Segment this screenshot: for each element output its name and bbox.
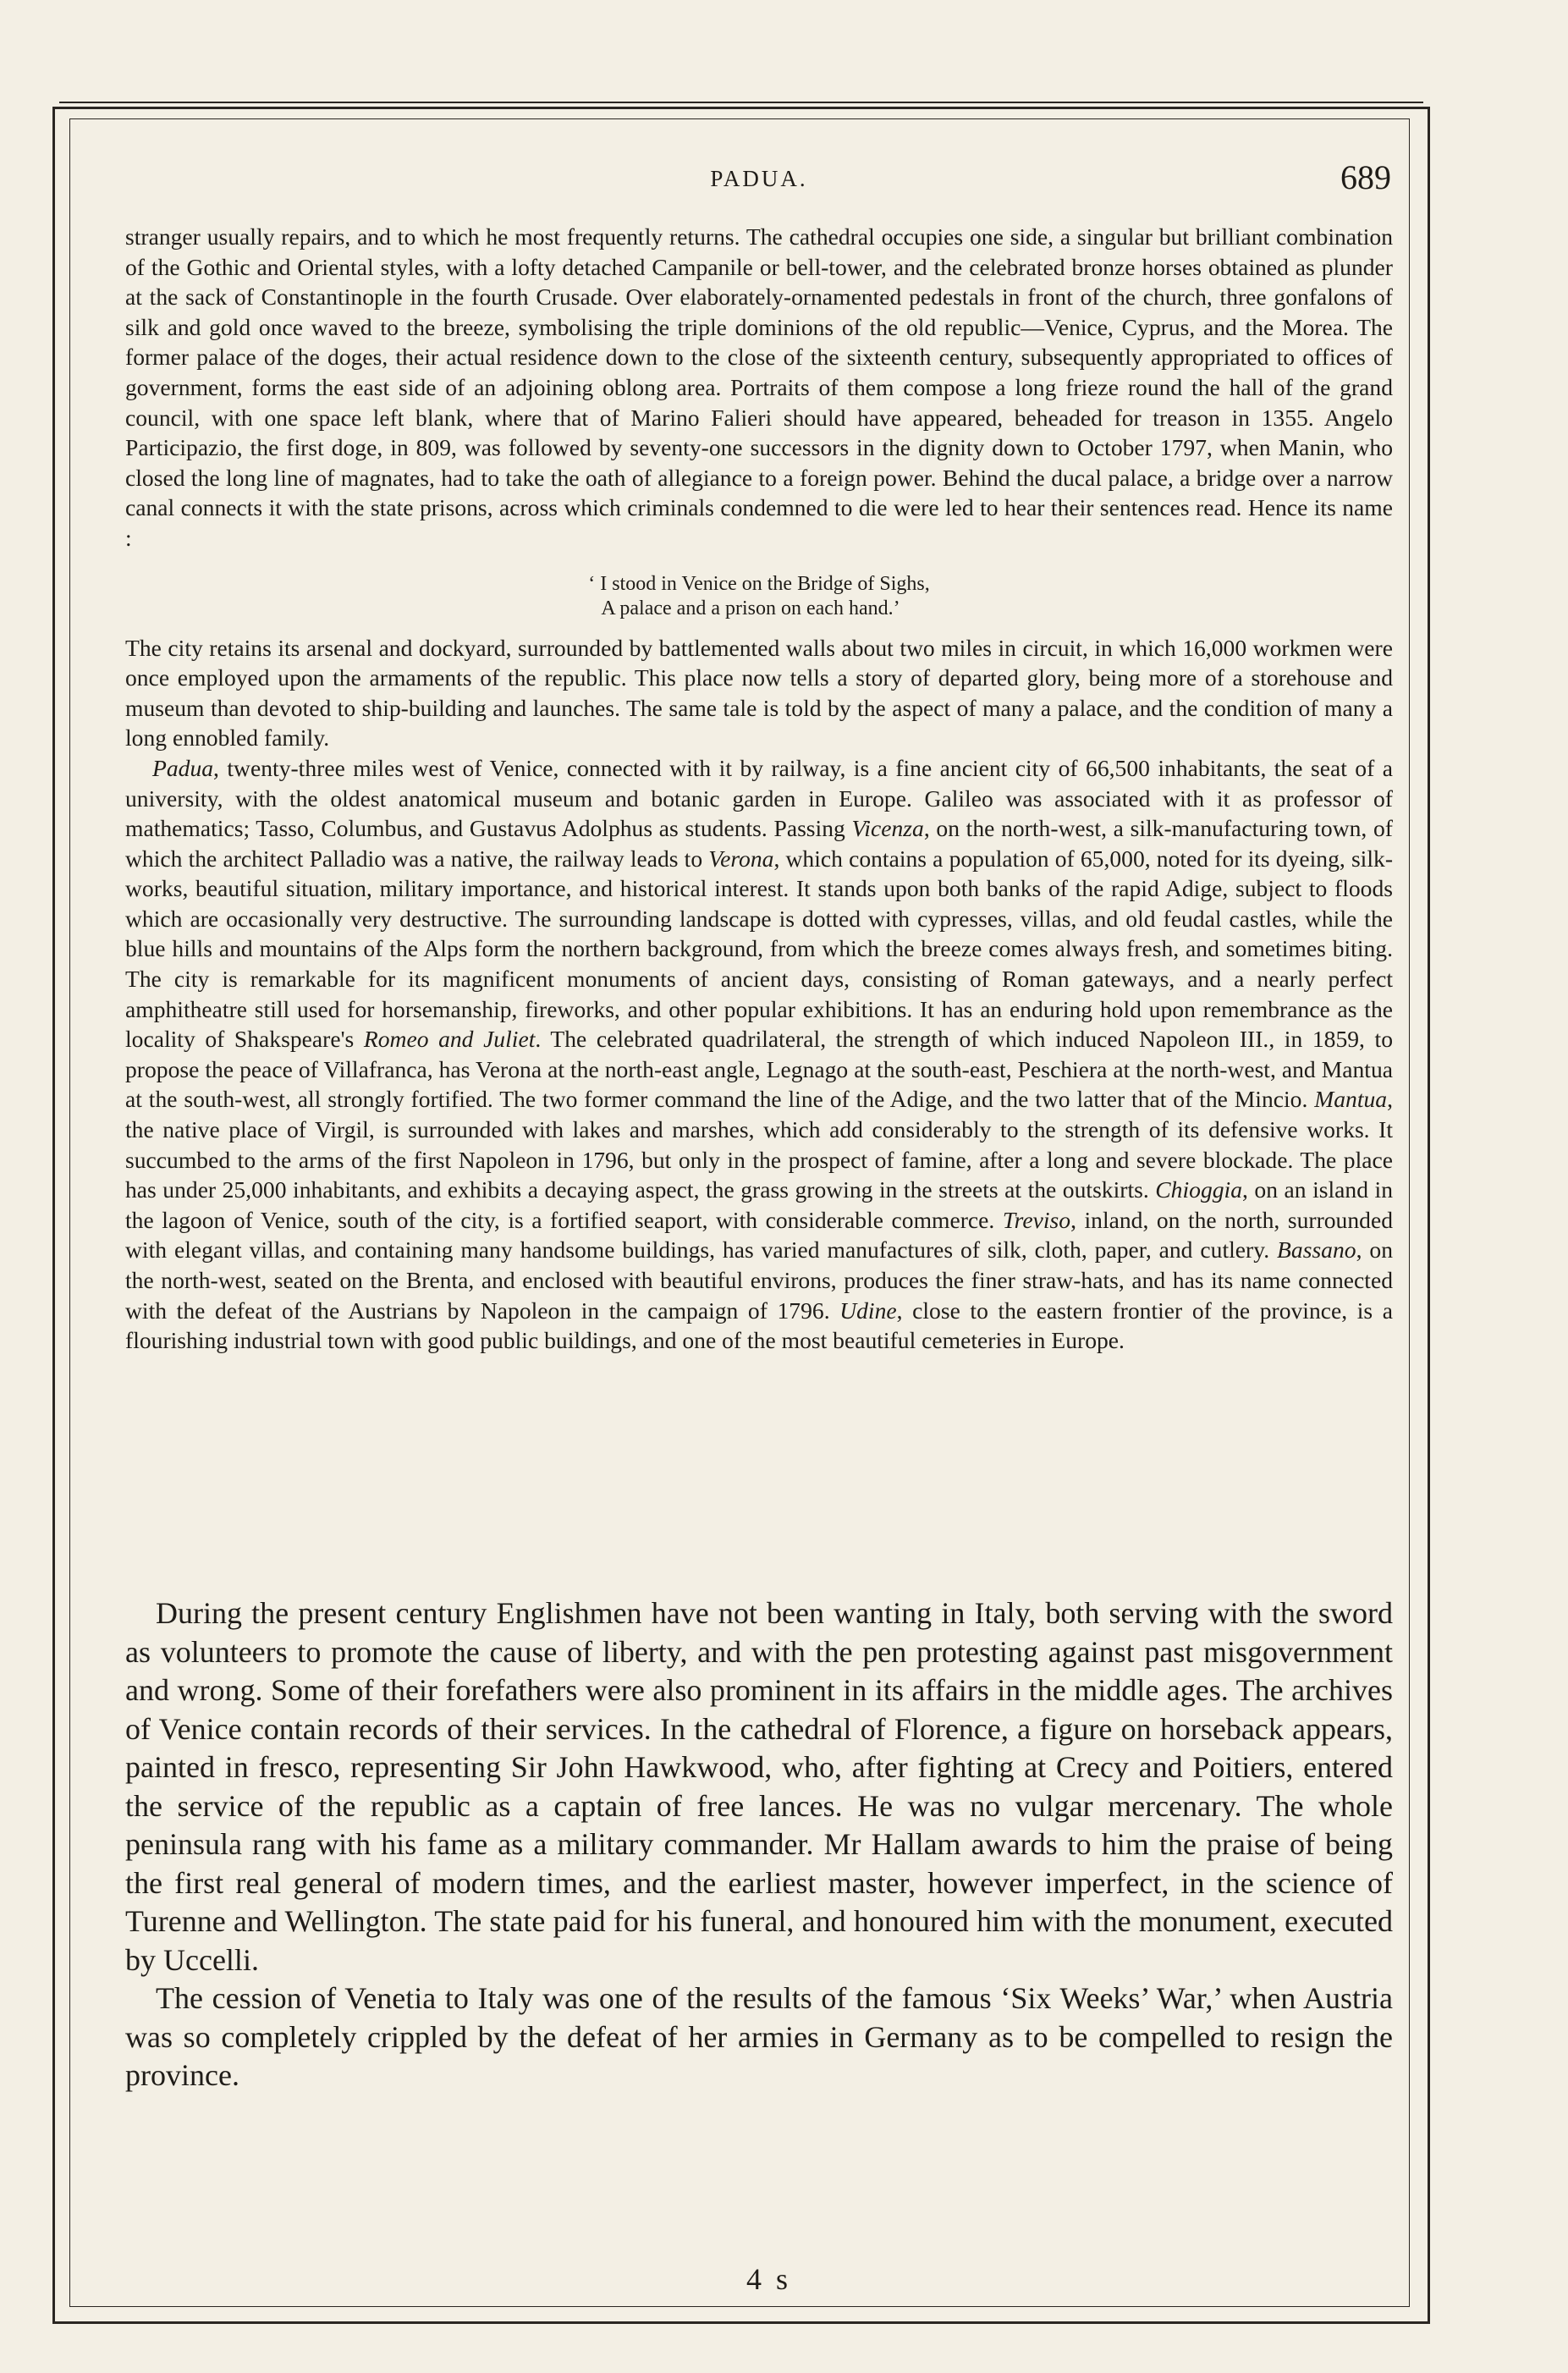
page-number: 689: [1340, 158, 1391, 196]
text-segment: , on the north-west, a silk-manufacturing town, of which the architect Palladio was a native, the railway leads to: [125, 815, 1393, 872]
text-segment: . The celebrated quadrilateral, the strength of which induced Napoleon III., in 1859, to propose the peace of Villafranca, has Verona at the north-east angle, Legnago at the south-east, Peschiera at the north-west, and Mantua at the south-west, all strongly fortified. The two former command the line of the Adige, and the two latter that of the Mincio.: [125, 1026, 1393, 1113]
signature-mark: 4 s: [746, 2262, 792, 2296]
top-rule: [59, 102, 1423, 103]
paragraph-padua: [125, 753, 1393, 1356]
paragraph-englishmen: During the present century Englishmen have not been wanting in Italy, both serving with the sword as volunteers to promote the cause of liberty, and with the pen protesting against past misgovernment and wrong. Some of their forefathers were also prominent in its affairs in the middle ages. The archives of Venice contain records of their services. In the cathedral of Florence, a figure on horseback appears, painted in fresco, representing Sir John Hawkwood, who, after fighting at Crecy and Poitiers, entered the service of the republic as a captain of free lances. He was no vulgar mercenary. The whole peninsula rang with his fame as a military commander. Mr Hallam awards to him the praise of being the first real general of modern times, and the earliest master, however imperfect, in the science of Turenne and Wellington. The state paid for his funeral, and honoured him with the monument, executed by Uccelli.: [125, 1596, 1393, 1977]
text-segment: , which contains a population of 65,000, noted for its dyeing, silk-works, beautiful situation, military importance, and historical interest. It stands upon both banks of the rapid Adige, subject to floods which are occasionally very destructive. The surrounding landscape is dotted with cypresses, villas, and old feudal castles, while the blue hills and mountains of the Alps form the northern background, from which the breeze comes always fresh, and sometimes biting. The city is remarkable for its magnificent monuments of ancient days, consisting of Roman gateways, and a nearly perfect amphitheatre still used for horsemanship, fireworks, and other popular exhibitions. It has an enduring hold upon remembrance as the locality of Shakspeare's: [125, 845, 1394, 1053]
quote-line-1: ‘ I stood in Venice on the Bridge of Sighs,: [588, 572, 930, 595]
place-padua: Padua: [152, 754, 214, 781]
quote-line-2: A palace and a prison on each hand.’: [601, 597, 900, 619]
place-treviso: Treviso: [1002, 1206, 1071, 1233]
text-segment: , inland, on the north, surrounded with elegant villas, and containing many handsome buildings, has varied manufactures of silk, cloth, paper, and cutlery.: [125, 1206, 1393, 1264]
large-print-block: [125, 1594, 1393, 2095]
text-segment: , the native place of Virgil, is surrounded with lakes and marshes, which add considerably to the strength of its defensive works. It succumbed to the arms of the first Napoleon in 1796, but only in the prospect of famine, after a long and severe blockade. The place has under 25,000 inhabitants, and exhibits a decaying aspect, the grass growing in the streets at the outskirts.: [125, 1086, 1393, 1203]
place-verona: Verona: [708, 845, 774, 872]
text-segment: , on the north-west, seated on the Brenta, and enclosed with beautiful environs, produces the finer straw-hats, and has its name connected with the defeat of the Austrians by Napoleon in the campaign of 1796.: [125, 1236, 1393, 1324]
bridge-of-sighs-quote: [125, 572, 1393, 621]
text-segment: , twenty-three miles west of Venice, connected with it by railway, is a fine ancient city of 66,500 inhabitants, the seat of a university, with the oldest anatomical museum and botanic garden in Europe. Galileo was associated with it as professor of mathematics; Tasso, Columbus, and Gustavus Adolphus as students. Passing: [125, 754, 1393, 842]
text-segment: , close to the eastern frontier of the province, is a flourishing industrial town with good public buildings, and one of the most beautiful cemeteries in Europe.: [125, 1297, 1393, 1354]
place-vicenza: Vicenza: [851, 815, 924, 842]
place-chioggia: Chioggia: [1155, 1176, 1243, 1203]
place-udine: Udine: [839, 1297, 897, 1324]
place-mantua: Mantua: [1314, 1086, 1388, 1113]
paragraph-venetia-cession: The cession of Venetia to Italy was one of the results of the famous ‘Six Weeks’ War,’ when Austria was so completely crippled by the defeat of her armies in Germany as to be compelled to resign the province.: [125, 1981, 1393, 2092]
place-bassano: Bassano: [1277, 1236, 1356, 1264]
small-print-block: [125, 222, 1393, 1356]
text-segment: , on an island in the lagoon of Venice, south of the city, is a fortified seaport, with considerable commerce.: [125, 1176, 1393, 1233]
paragraph-venice: stranger usually repairs, and to which he most frequently returns. The cathedral occupies one side, a singular but brilliant combination of the Gothic and Oriental styles, with a lofty detached Campanile or bell-tower, and the celebrated bronze horses obtained as plunder at the sack of Constantinople in the fourth Crusade. Over elaborately-ornamented pedestals in front of the church, three gonfalons of silk and gold once waved to the breeze, symbolising the triple dominions of the old republic—Venice, Cyprus, and the Morea. The former palace of the doges, their actual residence down to the close of the sixteenth century, subsequently appropriated to offices of government, forms the east side of an adjoining oblong area. Portraits of them compose a long frieze round the hall of the grand council, with one space left blank, where that of Marino Falieri should have appeared, beheaded for treason in 1355. Angelo Participazio, the first doge, in 809, was followed by seventy-one successors in the dignity down to October 1797, when Manin, who closed the long line of magnates, had to take the oath of allegiance to a foreign power. Behind the ducal palace, a bridge over a narrow canal connects it with the state prisons, across which criminals condemned to die were led to hear their sentences read. Hence its name :: [125, 223, 1393, 551]
title-romeo-juliet: Romeo and Juliet: [363, 1026, 536, 1053]
running-head: PADUA.: [710, 166, 808, 191]
page-header: [127, 157, 1391, 205]
paragraph-arsenal: The city retains its arsenal and dockyard, surrounded by battlemented walls about two miles in circuit, in which 16,000 workmen were once employed upon the armaments of the republic. This place now tells a story of departed glory, being more of a storehouse and museum than devoted to ship-building and launches. The same tale is told by the aspect of many a palace, and the condition of many a long ennobled family.: [125, 634, 1393, 752]
